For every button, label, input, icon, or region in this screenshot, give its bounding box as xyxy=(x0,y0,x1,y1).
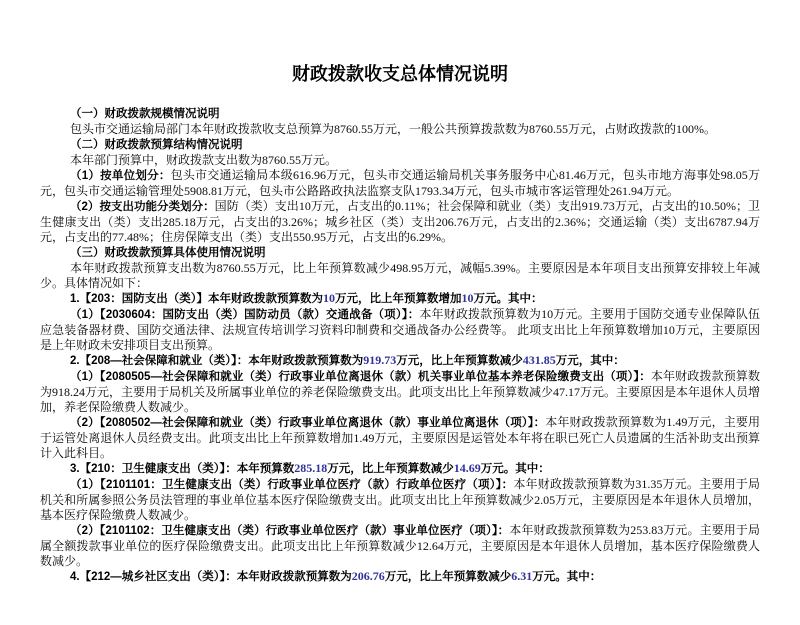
section-2-body xyxy=(40,153,760,168)
text-run: 国防（类）支出10万元，占支出的0.11%；社会保障和就业（类）支出919.73万元，占支出的10.50%；卫生健康支出（类）支出285.18万元，占支出的3.26%；城乡社区（类）支出206.76万元，占支出的2.36%；交通运输（类）支出6787.94万元，占支出的77.48%；住房保障支出（类）支出550.95万元，占支出的6.29%。 xyxy=(40,199,760,244)
item-2-sub-1-2080505 xyxy=(40,369,760,415)
section-3-heading xyxy=(40,245,760,261)
text-run: （二）财政拨款预算结构情况说明 xyxy=(70,139,243,151)
text-run: （1）【2080505—社会保障和就业（类）行政事业单位离退休（款）机关事业单位基本养老保险缴费支出（项）】： xyxy=(70,371,651,383)
text-run: （1）【2030604：国防支出（类）国防动员（款）交通战备（项）】： xyxy=(70,309,420,321)
text-run: 1.【203：国防支出（类）】本年财政拨款预算数为 xyxy=(70,293,324,305)
text-run: 万元。其中： xyxy=(480,463,550,475)
section-2-item-2 xyxy=(40,199,760,245)
highlight-number: 14.69 xyxy=(453,461,481,475)
item-4-heading-212 xyxy=(40,569,760,585)
section-1-body xyxy=(40,122,760,137)
text-run: （1）【2101101：卫生健康支出（类）行政事业单位医疗（款）行政单位医疗（项）】： xyxy=(70,479,514,491)
text-run: 万元。其中： xyxy=(532,571,602,583)
highlight-number: 919.73 xyxy=(363,353,397,367)
text-run: （1）按单位划分： xyxy=(70,170,171,182)
section-3-body xyxy=(40,261,760,291)
text-run: 本年财政拨款预算数为918.24万元，主要用于局机关及所属事业单位的养老保险缴费支出。此项支出比上年预算数减少47.17万元。主要原因是本年退休人员增加，养老保险缴费人数减少。 xyxy=(40,369,761,414)
section-2-heading xyxy=(40,137,760,153)
highlight-number: 206.76 xyxy=(351,569,385,583)
text-run: 万元，比上年预算数减少 xyxy=(396,355,523,367)
text-run: 2.【208—社会保障和就业（类）】：本年财政拨款预算数为 xyxy=(70,355,364,367)
highlight-number: 285.18 xyxy=(294,461,328,475)
highlight-number: 10 xyxy=(461,291,474,305)
item-1-sub-1-2030604 xyxy=(40,307,760,353)
text-run: 万元，比上年预算数减少 xyxy=(327,463,454,475)
item-3-heading-210 xyxy=(40,461,760,477)
text-run: （三）财政拨款预算具体使用情况说明 xyxy=(70,247,266,259)
highlight-number: 6.31 xyxy=(511,569,533,583)
text-run: 万元，其中： xyxy=(555,355,625,367)
text-run: 本年财政拨款预算数为10万元。主要用于国防交通专业保障队伍应急装备器材费、国防交通法律、法规宣传培训学习资料印制费和交通战备办公经费等。 此项支出比上年预算数增加10万元，主要原因是上年财政未安排项目支出预算。 xyxy=(40,307,760,352)
item-3-sub-2-2101102 xyxy=(40,523,760,569)
document-content xyxy=(40,60,760,585)
item-3-sub-1-2101101 xyxy=(40,477,760,523)
section-1-heading xyxy=(40,106,760,122)
text-run: 万元。其中： xyxy=(473,293,543,305)
text-run: 万元，比上年预算数减少 xyxy=(384,571,512,583)
document-page xyxy=(0,60,800,625)
item-1-heading-203 xyxy=(40,291,760,307)
item-2-sub-2-2080502 xyxy=(40,415,760,461)
text-run: 本年财政拨款预算支出数为8760.55万元，比上年预算数减少498.95万元，减幅5.39%。主要原因是本年项目支出预算安排较上年减少。具体情况如下： xyxy=(40,261,760,290)
text-run: 包头市交通运输局部门本年财政拨款收支总预算为8760.55万元，一般公共预算拨款数为8760.55万元，占财政拨款的100%。 xyxy=(70,122,717,136)
text-run: 3.【210：卫生健康支出（类）】：本年预算数 xyxy=(70,463,295,475)
highlight-number: 431.85 xyxy=(522,353,556,367)
document-body xyxy=(40,106,760,585)
text-run: 4.【212—城乡社区支出（类）】：本年财政拨款预算数为 xyxy=(70,571,352,583)
text-run: （2）【2080502—社会保障和就业（类）行政事业单位离退休（款）事业单位离退休（项）】： xyxy=(70,417,546,429)
text-run: （2）按支出功能分类划分： xyxy=(70,201,215,213)
section-2-item-1 xyxy=(40,168,760,199)
item-2-heading-208 xyxy=(40,353,760,369)
text-run: 本年财政拨款预算数为31.35万元。主要用于局机关和所属参照公务员法管理的事业单位基本医疗保险缴费支出。此项支出比上年预算数减少2.05万元，主要原因是本年退休人员增加，基本医疗保险缴费人数减少。 xyxy=(40,477,760,522)
text-run: 本年部门预算中，财政拨款支出数为8760.55万元。 xyxy=(70,153,338,167)
text-run: 包头市交通运输局本级616.96万元，包头市交通运输局机关事务服务中心81.46万元，包头市地方海事处98.05万元，包头市交通运输管理处5908.81万元，包头市公路路政执法监察支队1793.34万元，包头市城市客运管理处261.94万元。 xyxy=(40,168,760,198)
page-title: 财政拨款收支总体情况说明 xyxy=(292,64,508,84)
text-run: （2）【2101102：卫生健康支出（类）行政事业单位医疗（款）事业单位医疗（项）】： xyxy=(70,525,510,537)
text-run: （一）财政拨款规模情况说明 xyxy=(70,108,220,120)
text-run: 万元，比上年预算数增加 xyxy=(335,293,462,305)
text-run: 本年财政拨款预算数为253.83万元。主要用于局属全额拨款事业单位的医疗保险缴费支出。此项支出比上年预算数减少12.64万元，主要原因是本年退休人员增加，基本医疗保险缴费人数减少。 xyxy=(40,523,760,568)
text-run: 本年财政拨款预算数为1.49万元，主要用于运管处离退休人员经费支出。此项支出比上年预算数增加1.49万元，主要原因是运管处本年将在职已死亡人员遗属的生活补助支出预算计入此科目。 xyxy=(40,415,760,460)
highlight-number: 10 xyxy=(323,291,336,305)
